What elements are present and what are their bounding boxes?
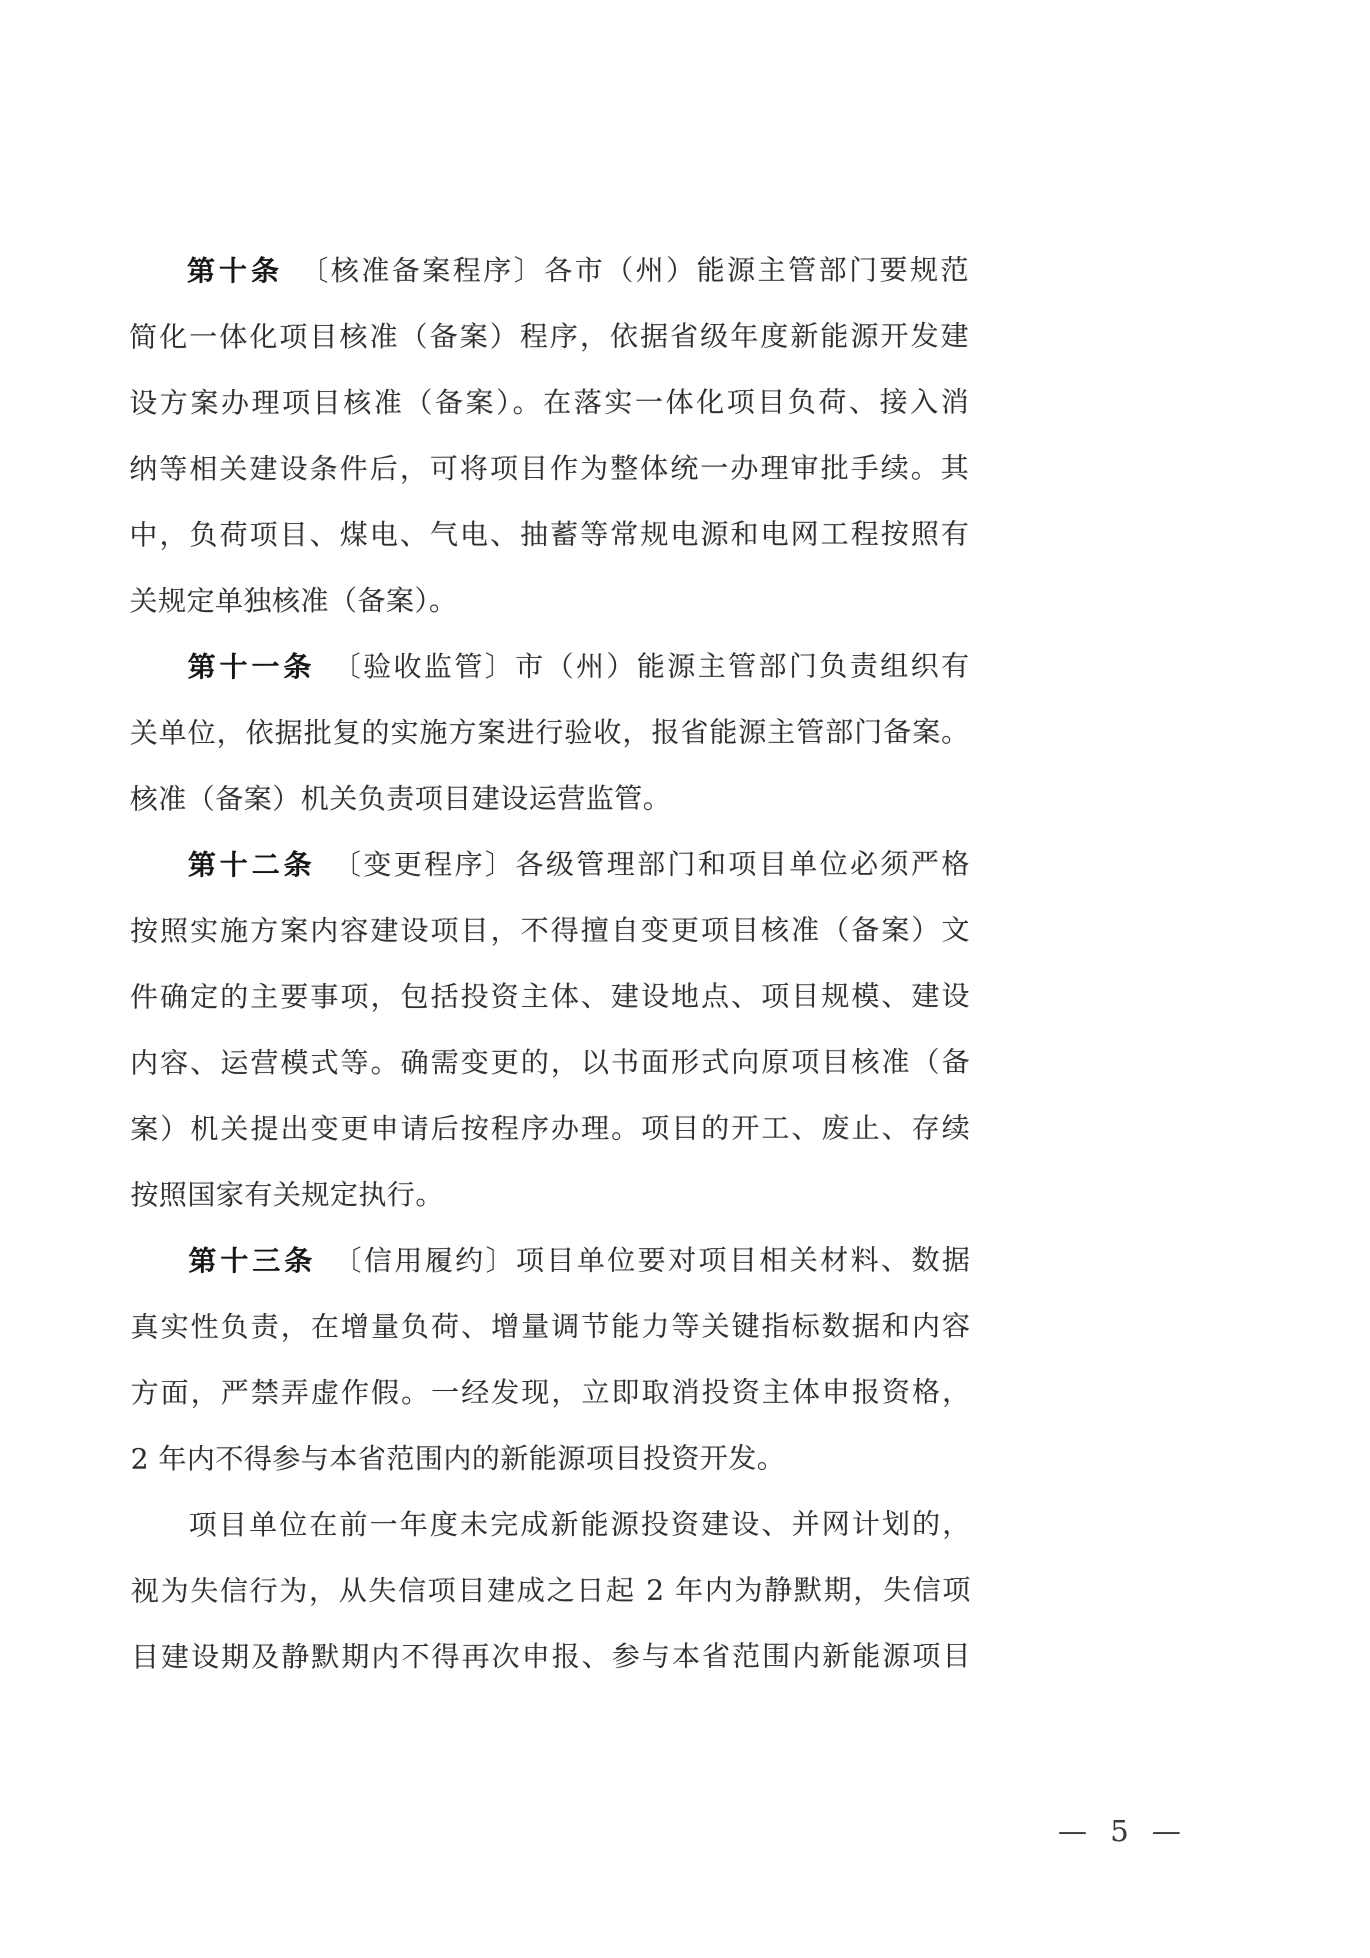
text-line — [130, 699, 970, 766]
line-text: 按照国家有关规定执行。 — [130, 1178, 444, 1212]
line-text: 纳等相关建设条件后，可将项目作为整体统一办理审批手续。其 — [129, 451, 970, 486]
article-number: 第十二条 — [187, 848, 316, 882]
line-text: 〔信用履约〕项目单位要对项目相关材料、数据 — [333, 1243, 971, 1278]
text-line — [130, 1293, 970, 1360]
text-line — [130, 897, 970, 964]
text-line — [131, 1557, 971, 1624]
document-text-block — [129, 237, 971, 1690]
article-number: 第十一条 — [187, 650, 316, 684]
text-line — [131, 1425, 971, 1492]
line-text: 项目单位在前一年度未完成新能源投资建设、并网计划的， — [188, 1507, 971, 1542]
line-text: 核准（备案）机关负责项目建设运营监管。 — [129, 781, 672, 816]
text-line — [129, 303, 969, 370]
text-line — [130, 1029, 970, 1096]
line-text: 中，负荷项目、煤电、气电、抽蓄等常规电源和电网工程按照有 — [129, 517, 970, 552]
line-text: 关规定单独核准（备案）。 — [129, 584, 458, 618]
line-text: 视为失信行为，从失信项目建成之日起 2 年内为静默期，失信项 — [130, 1573, 971, 1608]
text-line — [129, 435, 969, 502]
text-line — [130, 1227, 970, 1294]
line-text: 〔验收监管〕市（州）能源主管部门负责组织有 — [332, 649, 970, 684]
text-line — [131, 1359, 971, 1426]
line-text: 按照实施方案内容建设项目，不得擅自变更项目核准（备案）文 — [129, 913, 970, 948]
article-number: 第十三条 — [188, 1244, 317, 1278]
line-text: 真实性负责，在增量负荷、增量调节能力等关键指标数据和内容 — [130, 1309, 971, 1344]
text-line — [129, 369, 969, 436]
line-text: 简化一体化项目核准（备案）程序，依据省级年度新能源开发建 — [129, 319, 970, 354]
text-line — [130, 765, 970, 832]
text-line — [130, 963, 970, 1030]
line-text: 案）机关提出变更申请后按程序办理。项目的开工、废止、存续 — [130, 1111, 971, 1146]
text-line — [129, 501, 969, 568]
text-line — [131, 1623, 971, 1690]
text-line — [130, 1161, 970, 1228]
line-text: 关单位，依据批复的实施方案进行验收，报省能源主管部门备案。 — [129, 715, 970, 750]
line-text: 2 年内不得参与本省范围内的新能源项目投资开发。 — [130, 1441, 786, 1476]
line-text: 〔变更程序〕各级管理部门和项目单位必须严格 — [332, 847, 970, 882]
text-line — [129, 567, 969, 634]
line-text: 目建设期及静默期内不得再次申报、参与本省范围内新能源项目 — [130, 1639, 971, 1674]
line-text: 方面，严禁弄虚作假。一经发现，立即取消投资主体申报资格， — [130, 1375, 971, 1410]
line-text: 内容、运营模式等。确需变更的，以书面形式向原项目核准（备 — [130, 1045, 971, 1080]
text-line — [130, 633, 970, 700]
page-number: — 5 — — [1058, 1814, 1188, 1848]
line-text: 件确定的主要事项，包括投资主体、建设地点、项目规模、建设 — [130, 979, 971, 1014]
line-text: 设方案办理项目核准（备案）。在落实一体化项目负荷、接入消 — [129, 385, 970, 420]
article-number: 第十条 — [187, 254, 284, 288]
text-line — [130, 831, 970, 898]
text-line — [131, 1491, 971, 1558]
text-line — [130, 1095, 970, 1162]
line-text: 〔核准备案程序〕各市（州）能源主管部门要规范 — [300, 253, 970, 288]
text-line — [129, 237, 969, 304]
